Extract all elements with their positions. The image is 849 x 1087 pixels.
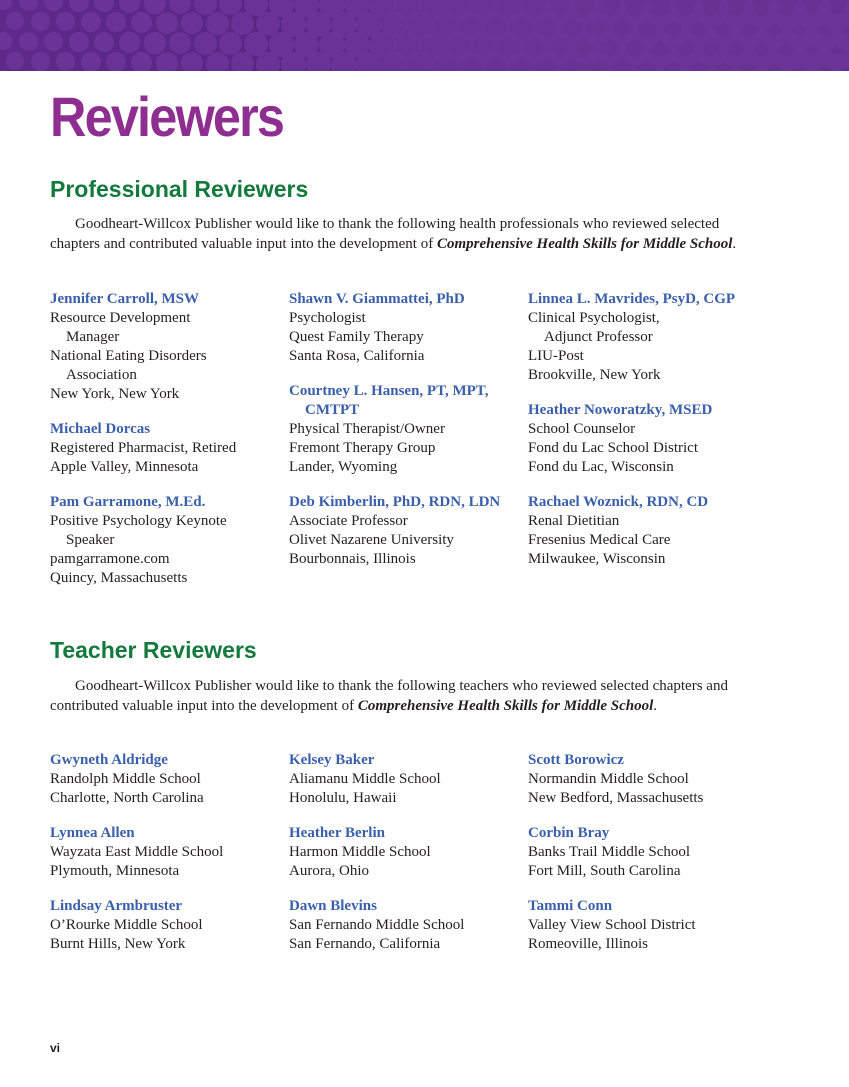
reviewer-name-line: Dawn Blevins — [289, 898, 377, 914]
banner-dot — [256, 52, 280, 71]
intro-text: Goodheart-Willcox Publisher would like to thank the following health professionals who reviewed selected chapters and contributed valuable input into the development of — [50, 216, 720, 252]
reviewer-detail: Lander, Wyoming — [289, 459, 398, 475]
banner-dot — [69, 0, 89, 12]
banner-dot — [69, 32, 89, 52]
reviewer-name — [289, 493, 524, 512]
reviewer-name — [528, 493, 763, 512]
banner-dot — [44, 32, 63, 51]
intro-end: . — [653, 697, 658, 714]
reviewer-name — [50, 751, 285, 770]
reviewer-entry — [289, 290, 524, 366]
reviewer-entry — [50, 493, 285, 588]
banner-dot — [81, 52, 101, 71]
reviewer-entry — [528, 401, 763, 477]
banner-dot — [194, 32, 217, 55]
reviewer-entry — [50, 751, 285, 808]
reviewer-name-line: Lynnea Allen — [50, 825, 135, 841]
banner-dot — [19, 32, 38, 51]
reviewer-detail: Romeoville, Illinois — [528, 936, 648, 952]
reviewer-name-line: Jennifer Carroll, MSW — [50, 291, 200, 307]
reviewer-entry — [289, 751, 524, 808]
reviewer-detail: San Fernando, California — [289, 936, 441, 952]
reviewer-entry — [289, 493, 524, 569]
intro-end: . — [732, 235, 737, 252]
banner-dot — [181, 52, 203, 71]
reviewer-name — [528, 751, 763, 770]
reviewer-detail: Charlotte, North Carolina — [50, 790, 204, 806]
reviewer-name-line: Courtney L. Hansen, PT, MPT, — [289, 383, 489, 399]
reviewer-detail: Associate Professor — [289, 513, 408, 529]
reviewer-name-line: Rachael Woznick, RDN, CD — [528, 494, 709, 510]
reviewer-name-line: CMTPT — [305, 402, 360, 418]
reviewer-detail: Clinical Psychologist, — [528, 310, 660, 326]
banner-dot — [106, 52, 126, 71]
reviewer-name — [528, 824, 763, 843]
banner-dot — [31, 12, 50, 31]
banner-dot — [231, 52, 254, 71]
reviewer-name — [289, 897, 524, 916]
reviewer-name — [289, 824, 524, 843]
reviewer-detail: pamgarramone.com — [50, 551, 170, 567]
reviewer-detail: Fremont Therapy Group — [289, 440, 436, 456]
banner-dot — [306, 52, 331, 71]
reviewer-name — [289, 290, 524, 309]
banner-dot — [6, 12, 24, 30]
reviewer-name — [528, 897, 763, 916]
banner-dot — [94, 0, 114, 12]
reviewer-entry — [50, 290, 285, 404]
reviewer-column — [289, 751, 524, 970]
reviewer-name-line: Heather Berlin — [289, 825, 385, 841]
reviewer-detail: New York, New York — [50, 386, 180, 402]
reviewer-column — [528, 290, 763, 585]
reviewer-name — [289, 382, 524, 420]
reviewer-name-line: Lindsay Armbruster — [50, 898, 183, 914]
reviewer-detail: Burnt Hills, New York — [50, 936, 186, 952]
reviewer-detail: Speaker — [66, 532, 115, 548]
banner-dot — [156, 12, 178, 34]
reviewer-detail: Adjunct Professor — [544, 329, 653, 345]
reviewer-entry — [289, 382, 524, 477]
reviewer-detail: Bourbonnais, Illinois — [289, 551, 416, 567]
professional-reviewers-heading: Professional Reviewers — [50, 176, 309, 202]
reviewer-detail: Valley View School District — [528, 917, 696, 933]
reviewer-detail: Santa Rosa, California — [289, 348, 425, 364]
reviewer-name-line: Tammi Conn — [528, 898, 613, 914]
reviewer-name-line: Pam Garramone, M.Ed. — [50, 494, 206, 510]
reviewer-detail: Randolph Middle School — [50, 771, 201, 787]
reviewer-name — [528, 401, 763, 420]
professional-intro — [50, 215, 760, 254]
reviewer-name-line: Heather Noworatzky, MSED — [528, 402, 713, 418]
reviewer-column — [50, 751, 285, 970]
banner-dot — [31, 52, 50, 71]
reviewer-name — [50, 420, 285, 439]
reviewer-detail: Aliamanu Middle School — [289, 771, 441, 787]
reviewer-detail: Fond du Lac, Wisconsin — [528, 459, 674, 475]
reviewer-detail: Aurora, Ohio — [289, 863, 369, 879]
reviewer-detail: Psychologist — [289, 310, 366, 326]
reviewer-entry — [289, 897, 524, 954]
banner-dot — [94, 32, 114, 52]
page-title: Reviewers — [50, 85, 284, 148]
reviewer-name — [528, 290, 763, 309]
reviewer-entry — [50, 897, 285, 954]
reviewer-name — [289, 751, 524, 770]
banner-dot — [19, 0, 38, 11]
reviewer-detail: Plymouth, Minnesota — [50, 863, 180, 879]
reviewer-detail: Fresenius Medical Care — [528, 532, 671, 548]
reviewer-column — [289, 290, 524, 585]
reviewer-detail: Harmon Middle School — [289, 844, 431, 860]
reviewer-entry — [50, 420, 285, 477]
banner-dot — [6, 52, 24, 70]
reviewer-name — [50, 493, 285, 512]
reviewer-detail: Quest Family Therapy — [289, 329, 424, 345]
reviewer-detail: School Counselor — [528, 421, 636, 437]
banner-dot — [156, 52, 178, 71]
reviewer-detail: Brookville, New York — [528, 367, 661, 383]
reviewer-detail: Registered Pharmacist, Retired — [50, 440, 237, 456]
banner-dot — [44, 0, 63, 11]
reviewer-detail: Apple Valley, Minnesota — [50, 459, 199, 475]
reviewer-detail: Quincy, Massachusetts — [50, 570, 188, 586]
intro-text: Goodheart-Willcox Publisher would like to thank the following teachers who reviewed selected chapters and contributed valuable input into the development of — [50, 678, 728, 714]
reviewer-name-line: Michael Dorcas — [50, 421, 151, 437]
reviewer-name-line: Corbin Bray — [528, 825, 610, 841]
reviewer-entry — [528, 824, 763, 881]
banner-dot — [0, 0, 12, 10]
reviewer-detail: Milwaukee, Wisconsin — [528, 551, 666, 567]
book-title: Comprehensive Health Skills for Middle School — [436, 235, 733, 252]
banner-dot — [0, 32, 12, 50]
reviewer-detail: O’Rourke Middle School — [50, 917, 203, 933]
banner-dot — [131, 12, 152, 33]
reviewer-name — [50, 290, 285, 309]
reviewer-detail: Association — [66, 367, 137, 383]
reviewer-detail: Honolulu, Hawaii — [289, 790, 397, 806]
teacher-intro — [50, 677, 760, 716]
banner-dot — [106, 12, 126, 32]
reviewer-entry — [528, 897, 763, 954]
reviewer-detail: Physical Therapist/Owner — [289, 421, 445, 437]
reviewer-name-line: Deb Kimberlin, PhD, RDN, LDN — [289, 494, 501, 510]
reviewer-name-line: Kelsey Baker — [289, 752, 375, 768]
reviewer-detail: Positive Psychology Keynote — [50, 513, 227, 529]
reviewer-entry — [528, 493, 763, 569]
page-number: vi — [50, 1041, 61, 1055]
reviewer-detail: Banks Trail Middle School — [528, 844, 691, 860]
reviewer-detail: Olivet Nazarene University — [289, 532, 454, 548]
banner-dot — [119, 0, 140, 13]
banner-dot — [169, 32, 191, 54]
reviewer-name-line: Linnea L. Mavrides, PsyD, CGP — [528, 291, 736, 307]
reviewer-name-line: Shawn V. Giammattei, PhD — [289, 291, 465, 307]
reviewer-entry — [528, 290, 763, 385]
reviewer-entry — [289, 824, 524, 881]
banner-dot — [56, 12, 75, 31]
reviewer-entry — [528, 751, 763, 808]
reviewer-detail: Resource Development — [50, 310, 191, 326]
banner-dot — [406, 52, 434, 71]
reviewer-entry — [50, 824, 285, 881]
reviewer-detail: LIU-Post — [528, 348, 584, 364]
reviewer-detail: Fort Mill, South Carolina — [528, 863, 681, 879]
book-title: Comprehensive Health Skills for Middle School — [357, 697, 654, 714]
reviewer-detail: Fond du Lac School District — [528, 440, 698, 456]
reviewer-detail: Manager — [66, 329, 120, 345]
reviewer-detail: Wayzata East Middle School — [50, 844, 224, 860]
banner-dot — [206, 52, 229, 71]
reviewer-column — [528, 751, 763, 970]
reviewer-name — [50, 897, 285, 916]
reviewer-detail: Normandin Middle School — [528, 771, 689, 787]
banner-dot — [181, 12, 203, 34]
banner-dot — [81, 12, 101, 32]
teacher-reviewers-heading: Teacher Reviewers — [50, 637, 257, 663]
reviewer-detail: National Eating Disorders — [50, 348, 207, 364]
header-banner — [0, 0, 849, 71]
banner-dot — [144, 0, 166, 14]
reviewer-column — [50, 290, 285, 604]
reviewer-detail: Renal Dietitian — [528, 513, 620, 529]
reviewer-name-line: Scott Borowicz — [528, 752, 624, 768]
reviewer-detail: San Fernando Middle School — [289, 917, 465, 933]
banner-dot — [131, 52, 152, 71]
reviewer-name — [50, 824, 285, 843]
reviewer-name-line: Gwyneth Aldridge — [50, 752, 168, 768]
banner-dot — [331, 52, 357, 71]
banner-dot — [281, 52, 306, 71]
banner-dot — [206, 12, 229, 35]
reviewer-detail: New Bedford, Massachusetts — [528, 790, 704, 806]
banner-dot — [119, 32, 140, 53]
banner-dot — [144, 32, 166, 54]
banner-dot — [56, 52, 75, 71]
